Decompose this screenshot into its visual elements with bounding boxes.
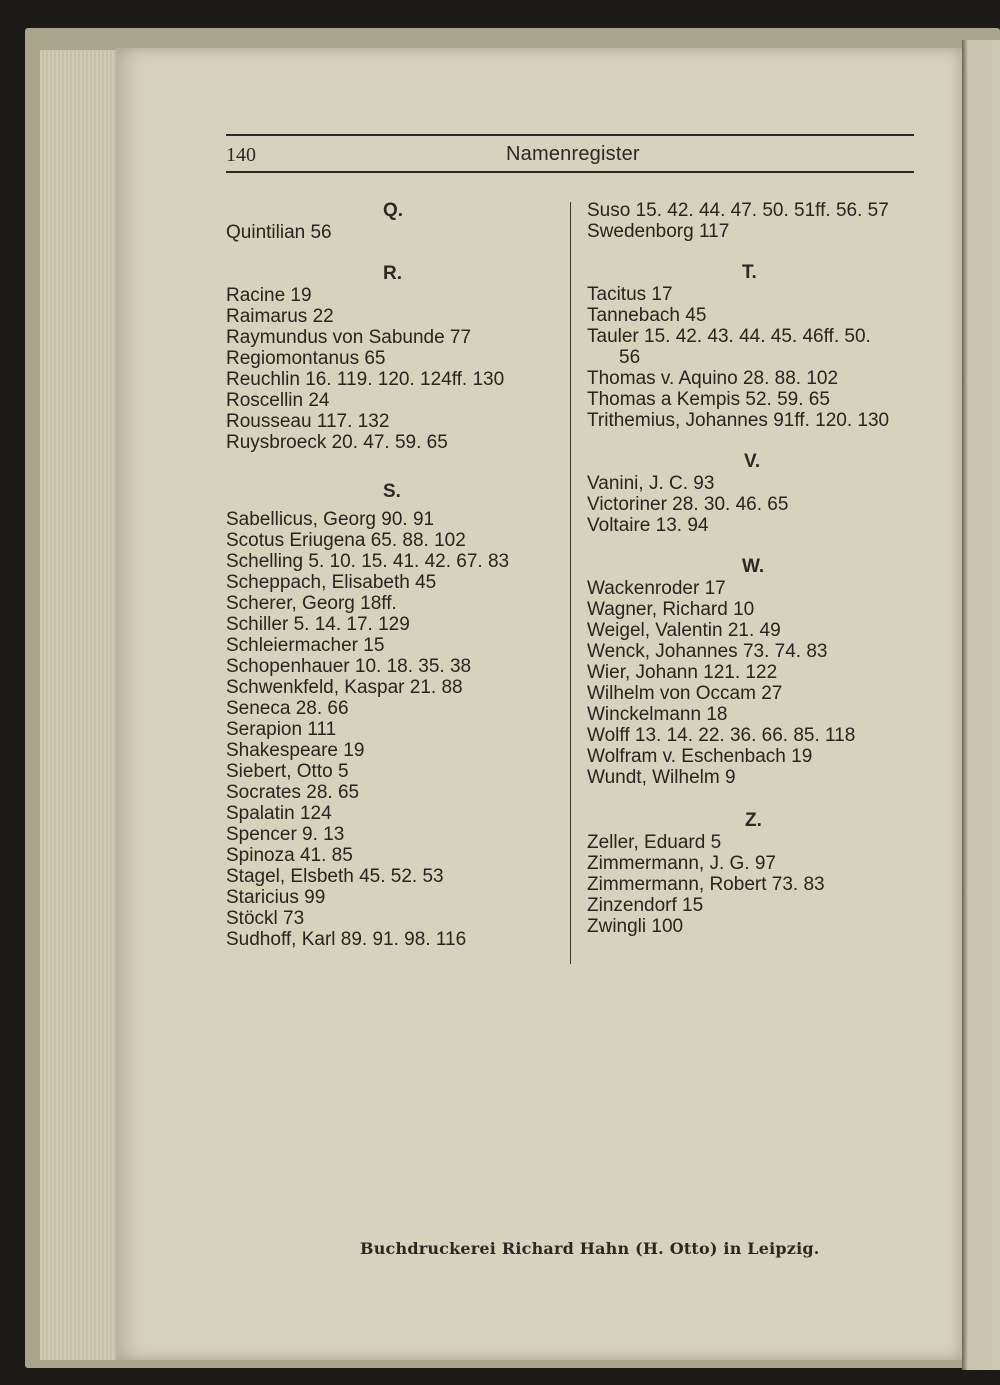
index-entry: Wilhelm von Occam 27 (587, 683, 783, 704)
index-entry: Zeller, Eduard 5 (587, 832, 722, 853)
index-entry: Reuchlin 16. 119. 120. 124ff. 130 (226, 369, 505, 390)
index-entry: Tannebach 45 (587, 305, 707, 326)
index-entry: Wolff 13. 14. 22. 36. 66. 85. 118 (587, 725, 856, 746)
index-entry: Scherer, Georg 18ff. (226, 593, 397, 614)
index-entry: Wolfram v. Eschenbach 19 (587, 746, 813, 767)
facing-page-edge (962, 40, 1000, 1370)
page-title: Namenregister (506, 143, 640, 165)
section-letter-t: T. (742, 262, 757, 283)
index-entry: Wundt, Wilhelm 9 (587, 767, 736, 788)
index-entry: Victoriner 28. 30. 46. 65 (587, 494, 789, 515)
index-entry: Spinoza 41. 85 (226, 845, 353, 866)
index-entry: Raymundus von Sabunde 77 (226, 327, 472, 348)
index-entry: Sabellicus, Georg 90. 91 (226, 509, 435, 530)
index-entry: Suso 15. 42. 44. 47. 50. 51ff. 56. 57 (587, 200, 889, 221)
index-entry: Schelling 5. 10. 15. 41. 42. 67. 83 (226, 551, 510, 572)
header-rule-bottom (226, 171, 914, 173)
index-entry: Spalatin 124 (226, 803, 332, 824)
column-divider (570, 202, 571, 964)
page-block-edge (40, 50, 120, 1360)
index-entry: Zinzendorf 15 (587, 895, 704, 916)
index-entry: Rousseau 117. 132 (226, 411, 390, 432)
index-entry: Zimmermann, J. G. 97 (587, 853, 776, 874)
index-entry: Raimarus 22 (226, 306, 334, 327)
index-entry: Tauler 15. 42. 43. 44. 45. 46ff. 50. (587, 326, 871, 347)
index-entry: Wagner, Richard 10 (587, 599, 755, 620)
index-entry: Schwenkfeld, Kaspar 21. 88 (226, 677, 463, 698)
index-entry: Schiller 5. 14. 17. 129 (226, 614, 410, 635)
index-entry: Siebert, Otto 5 (226, 761, 349, 782)
index-entry: Thomas v. Aquino 28. 88. 102 (587, 368, 839, 389)
index-entry: Socrates 28. 65 (226, 782, 360, 803)
index-entry: Racine 19 (226, 285, 312, 306)
section-letter-w: W. (742, 556, 765, 577)
index-entry: Winckelmann 18 (587, 704, 728, 725)
index-entry: Voltaire 13. 94 (587, 515, 709, 536)
index-entry: Scheppach, Elisabeth 45 (226, 572, 437, 593)
index-entry-continuation: 56 (619, 347, 641, 368)
index-entry: Schleiermacher 15 (226, 635, 385, 656)
right-column (587, 200, 927, 937)
index-entry: Swedenborg 117 (587, 221, 730, 242)
header-rule-top (226, 134, 914, 136)
section-letter-r: R. (383, 263, 402, 284)
index-entry: Shakespeare 19 (226, 740, 365, 761)
index-entry: Sudhoff, Karl 89. 91. 98. 116 (226, 929, 467, 950)
index-entry: Regiomontanus 65 (226, 348, 386, 369)
printer-imprint: Buchdruckerei Richard Hahn (H. Otto) in Leipzig. (360, 1239, 820, 1258)
index-entry: Staricius 99 (226, 887, 326, 908)
left-column (226, 200, 566, 950)
index-entry: Roscellin 24 (226, 390, 330, 411)
index-entry: Wackenroder 17 (587, 578, 726, 599)
index-entry: Weigel, Valentin 21. 49 (587, 620, 781, 641)
section-letter-q: Q. (383, 200, 404, 221)
index-entry: Zwingli 100 (587, 916, 684, 937)
section-letter-z: Z. (745, 810, 762, 831)
index-entry: Vanini, J. C. 93 (587, 473, 715, 494)
index-entry: Seneca 28. 66 (226, 698, 349, 719)
index-entry: Stagel, Elsbeth 45. 52. 53 (226, 866, 444, 887)
index-entry: Zimmermann, Robert 73. 83 (587, 874, 825, 895)
index-entry: Trithemius, Johannes 91ff. 120. 130 (587, 410, 890, 431)
index-entry: Tacitus 17 (587, 284, 673, 305)
index-entry: Spencer 9. 13 (226, 824, 345, 845)
section-letter-v: V. (744, 451, 761, 472)
index-entry: Wenck, Johannes 73. 74. 83 (587, 641, 828, 662)
section-letter-s: S. (383, 481, 401, 502)
index-entry: Wier, Johann 121. 122 (587, 662, 778, 683)
index-entry: Serapion 111 (226, 719, 337, 740)
index-entry: Ruysbroeck 20. 47. 59. 65 (226, 432, 448, 453)
index-entry: Thomas a Kempis 52. 59. 65 (587, 389, 830, 410)
page-number: 140 (226, 144, 256, 166)
index-entry: Quintilian 56 (226, 222, 332, 243)
index-entry: Schopenhauer 10. 18. 35. 38 (226, 656, 472, 677)
index-entry: Stöckl 73 (226, 908, 305, 929)
index-entry: Scotus Eriugena 65. 88. 102 (226, 530, 466, 551)
